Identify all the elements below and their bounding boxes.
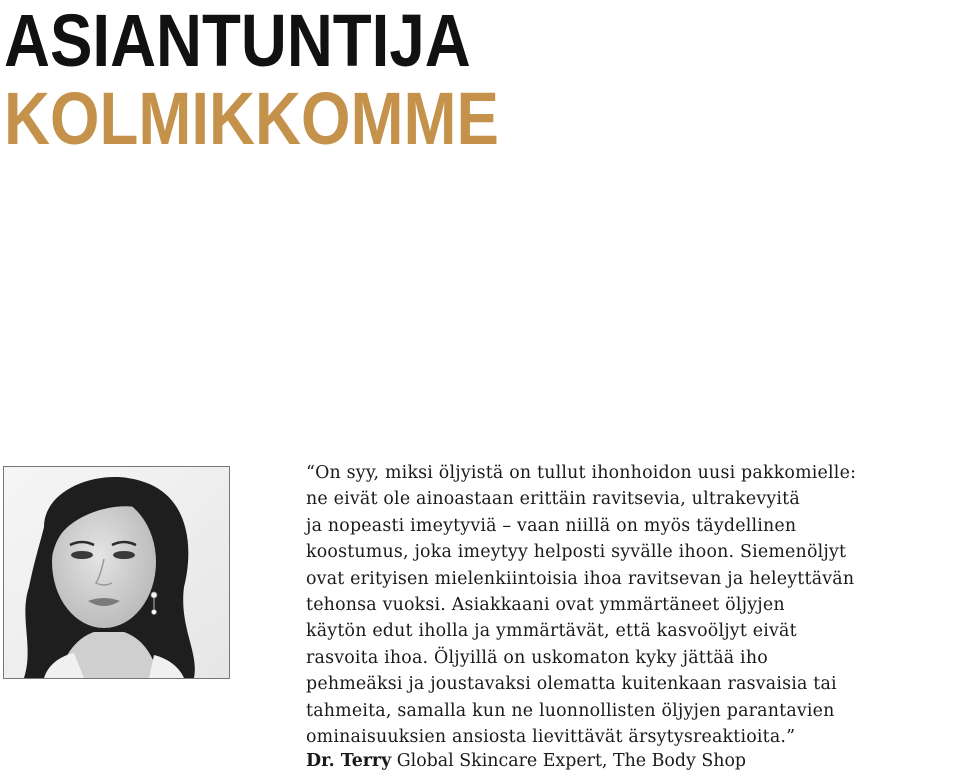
quote-line: pehmeäksi ja joustavaksi olematta kuitenkaan rasvaisia tai [306,674,837,695]
quote-line: käytön edut iholla ja ymmärtävät, että kasvoöljyt eivät [306,621,797,642]
quote-line: tahmeita, samalla kun ne luonnollisten öljyjen parantavien [306,700,835,721]
quote-line: ovat erityisen mielenkiintoisia ihoa ravitsevan ja heleyttävän [306,568,855,589]
quote-line: “On syy, miksi öljyistä on tullut ihonhoidon uusi pakkomielle: [306,463,857,483]
quote-line: rasvoita ihoa. Öljyillä on uskomaton kyky jättää iho [306,647,768,668]
quote-line: tehonsa vuoksi. Asiakkaani ovat ymmärtäneet öljyjen [306,595,785,616]
title-line-2: KOLMIKKOMME [4,77,499,160]
title-block [4,2,580,158]
quote-line: ne eivät ole ainoastaan erittäin ravitsevia, ultrakevyitä [306,489,800,510]
quote-line: ominaisuuksien ansiosta lievittävät ärsytysreaktioita.” [306,727,796,748]
expert-portrait-photo [3,466,230,679]
quote-attribution [306,749,746,773]
title-line-1: ASIANTUNTIJA [4,0,471,82]
quote-line: ja nopeasti imeytyviä – vaan niillä on myös täydellinen [306,515,797,536]
expert-quote [306,460,960,750]
expert-title: Global Skincare Expert, The Body Shop [396,751,747,771]
quote-line: koostumus, joka imeytyy helposti syvälle ihoon. Siemenöljyt [306,542,847,563]
expert-name: Dr. Terry [306,751,392,771]
